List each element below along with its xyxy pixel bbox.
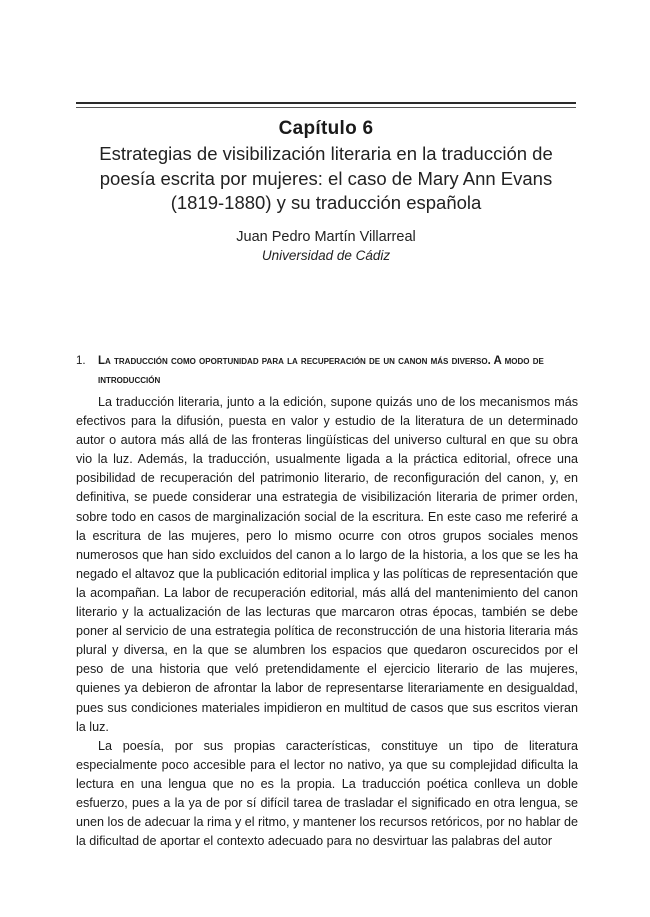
- chapter-title: Estrategias de visibilización literaria en la traducción de poesía escrita por mujeres: el caso de Mary Ann Evans (1819-1880) y su traducción española: [99, 143, 553, 213]
- section-title: La traducción como oportunidad para la recuperación de un canon más diverso. A modo de introducción: [98, 355, 544, 386]
- paragraph: La traducción literaria, junto a la edición, supone quizás uno de los mecanismos más efectivos para la difusión, puesta en valor y estudio de la literatura de un determinado autor o autora más allá de las fronteras lingüísticas del universo cultural en que su obra vio la luz. Además, la traducción, usualmente ligada a la práctica editorial, ofrece una posibilidad de recuperación del patrimonio literario, de reconfiguración del canon, y, en definitiva, se puede considerar una estrategia de visibilización literaria de primer orden, sobre todo en casos de marginalización social de la escritura. En este caso me referiré a la escritura de las mujeres, pero lo mismo ocurre con otros grupos sociales menos numerosos que han sido excluidos del canon a lo largo de la historia, a los que se les ha negado el altavoz que la publicación editorial implica y las políticas de representación que la acompañan. La labor de recuperación editorial, más allá del mantenimiento del canon literario y la actualización de las lecturas que marcaron otras épocas, también se debe poner al servicio de una estrategia política de reconstrucción de una historia literaria más plural y diversa, en la que se alumbren los espacios que quedaron oscurecidos por el peso de una historia que veló pretendidamente el ejercicio literario de las mujeres, quienes ya debieron de afrontar la labor de representarse literariamente en desigualdad, pues sus condiciones materiales impidieron en multitud de casos que sus escritos vieran la luz.: [76, 395, 578, 734]
- author-affiliation: Universidad de Cádiz: [261, 248, 391, 263]
- paragraph: La poesía, por sus propias características, constituye un tipo de literatura especialmente poco accesible para el lector no nativo, ya que su complejidad dificulta la lectura en una lengua que no es la propia. La traducción poética conlleva un doble esfuerzo, pues a la ya de por sí difícil tarea de trasladar el significado en otra lengua, se unen los de adecuar la rima y el ritmo, y mantener los recursos retóricos, por no hablar de la dificultad de aportar el contexto adecuado para no desvirtuar las palabras del autor: [76, 738, 578, 849]
- section-number: 1.: [76, 355, 86, 367]
- body-text: [76, 393, 578, 851]
- chapter-number: Capítulo 6: [278, 118, 374, 139]
- header-rule-thin: [76, 107, 576, 108]
- header-rule: [76, 102, 576, 104]
- author-name: Juan Pedro Martín Villarreal: [236, 229, 416, 245]
- section-heading: [76, 352, 578, 390]
